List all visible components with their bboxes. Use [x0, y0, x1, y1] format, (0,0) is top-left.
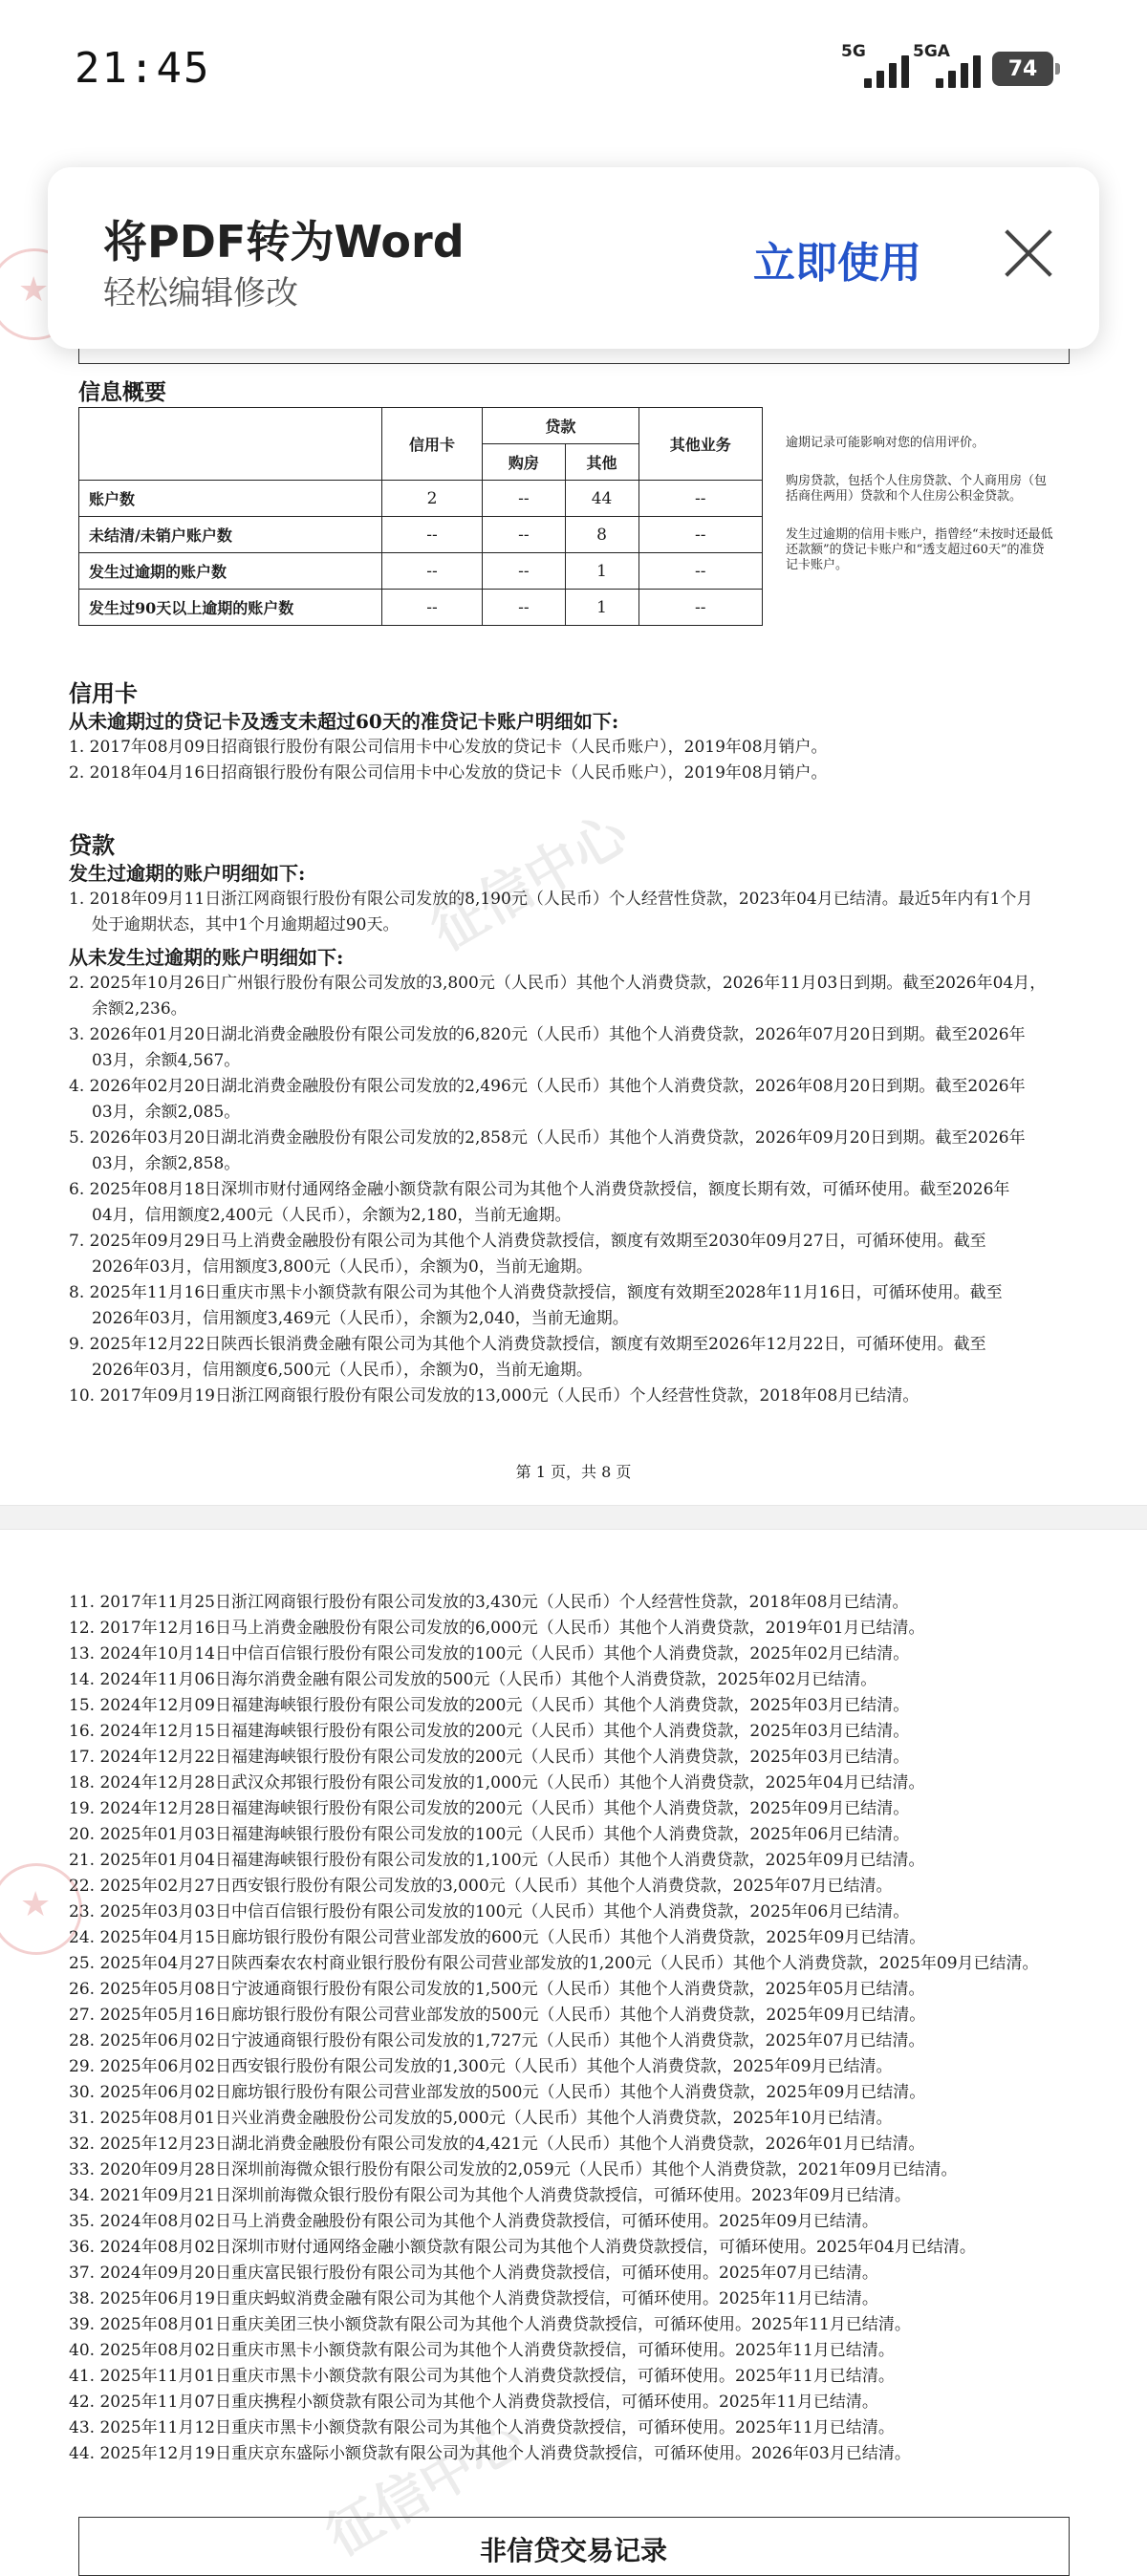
list-item: 22. 2025年02月27日西安银行股份有限公司发放的3,000元（人民币）其他个人消费贷款，2025年07月已结清。	[69, 1877, 893, 1896]
list-item: 29. 2025年06月02日西安银行股份有限公司发放的1,300元（人民币）其他个人消费贷款，2025年09月已结清。	[69, 2057, 893, 2076]
list-item: 39. 2025年08月01日重庆美团三快小额贷款有限公司为其他个人消费贷款授信，可循环使用。2025年11月已结清。	[69, 2315, 911, 2334]
list-item: 43. 2025年11月12日重庆市黑卡小额贷款有限公司为其他个人消费贷款授信，可循环使用。2025年11月已结清。	[69, 2418, 895, 2437]
list-item: 34. 2021年09月21日深圳前海微众银行股份有限公司为其他个人消费贷款授信，可循环使用。2023年09月已结清。	[69, 2186, 911, 2205]
list-item: 2. 2025年10月26日广州银行股份有限公司发放的3,800元（人民币）其他个人消费贷款，2026年11月03日到期。截至2026年04月，	[69, 974, 1047, 993]
list-item: 11. 2017年11月25日浙江网商银行股份有限公司发放的3,430元（人民币）个人经营性贷款，2018年08月已结清。	[69, 1593, 909, 1612]
header-house: 购房	[483, 444, 565, 481]
list-item: 41. 2025年11月01日重庆市黑卡小额贷款有限公司为其他个人消费贷款授信，可循环使用。2025年11月已结清。	[69, 2367, 895, 2386]
credit-card-list	[69, 735, 1072, 786]
banner-subtitle: 轻松编辑修改	[103, 274, 298, 312]
list-item: 5. 2026年03月20日湖北消费金融股份有限公司发放的2,858元（人民币）其他个人消费贷款，2026年09月20日到期。截至2026年	[69, 1128, 1026, 1148]
header-loan: 贷款	[483, 408, 638, 444]
list-item: 32. 2025年12月23日湖北消费金融股份有限公司发放的4,421元（人民币）其他个人消费贷款，2026年01月已结清。	[69, 2135, 925, 2154]
overdue-subtitle: 发生过逾期的账户明细如下:	[69, 862, 306, 885]
list-item: 4. 2026年02月20日湖北消费金融股份有限公司发放的2,496元（人民币）其他个人消费贷款，2026年08月20日到期。截至2026年	[69, 1077, 1026, 1096]
list-item: 12. 2017年12月16日马上消费金融股份有限公司发放的6,000元（人民币）其他个人消费贷款，2019年01月已结清。	[69, 1619, 925, 1638]
table-row: 账户数 2 -- 44 --	[79, 481, 763, 517]
status-bar: 21:45 5G 5GA 74	[0, 0, 1147, 143]
list-item: 2. 2018年04月16日招商银行股份有限公司信用卡中心发放的贷记卡（人民币账户），2019年08月销户。	[69, 763, 828, 783]
header-other: 其他	[565, 444, 638, 481]
list-item: 17. 2024年12月22日福建海峡银行股份有限公司发放的200元（人民币）其他个人消费贷款，2025年03月已结清。	[69, 1748, 910, 1767]
list-item: 16. 2024年12月15日福建海峡银行股份有限公司发放的200元（人民币）其他个人消费贷款，2025年03月已结清。	[69, 1722, 910, 1741]
list-item: 27. 2025年05月16日廊坊银行股份有限公司营业部发放的500元（人民币）其他个人消费贷款，2025年09月已结清。	[69, 2006, 926, 2025]
list-item: 14. 2024年11月06日海尔消费金融有限公司发放的500元（人民币）其他个人消费贷款，2025年02月已结清。	[69, 1670, 877, 1689]
list-item: 15. 2024年12月09日福建海峡银行股份有限公司发放的200元（人民币）其他个人消费贷款，2025年03月已结清。	[69, 1696, 910, 1715]
loans-title: 贷款	[69, 831, 115, 859]
overview-title: 信息概要	[78, 379, 166, 405]
page-footer: 第 1 页，共 8 页	[515, 1463, 632, 1481]
list-item: 21. 2025年01月04日福建海峡银行股份有限公司发放的1,100元（人民币）其他个人消费贷款，2025年09月已结清。	[69, 1851, 925, 1870]
more-loans-list	[69, 1590, 1082, 2467]
use-now-button[interactable]: 立即使用	[753, 239, 921, 288]
header-other-business: 其他业务	[638, 408, 762, 481]
list-item: 1. 2017年08月09日招商银行股份有限公司信用卡中心发放的贷记卡（人民币账户），2019年08月销户。	[69, 738, 828, 757]
list-item: 20. 2025年01月03日福建海峡银行股份有限公司发放的100元（人民币）其他个人消费贷款，2025年06月已结清。	[69, 1825, 910, 1844]
list-item: 40. 2025年08月02日重庆市黑卡小额贷款有限公司为其他个人消费贷款授信，可循环使用。2025年11月已结清。	[69, 2341, 895, 2360]
list-item: 44. 2025年12月19日重庆京东盛际小额贷款有限公司为其他个人消费贷款授信，可循环使用。2026年03月已结清。	[69, 2444, 911, 2463]
list-item: 23. 2025年03月03日中信百信银行股份有限公司发放的100元（人民币）其他个人消费贷款，2025年06月已结清。	[69, 1902, 910, 1921]
overdue-list	[69, 887, 1072, 938]
banner-title: 将PDF转为Word	[103, 216, 465, 268]
list-item: 28. 2025年06月02日宁波通商银行股份有限公司发放的1,727元（人民币）其他个人消费贷款，2025年07月已结清。	[69, 2031, 925, 2050]
list-item: 33. 2020年09月28日深圳前海微众银行股份有限公司发放的2,059元（人民币）其他个人消费贷款，2021年09月已结清。	[69, 2160, 958, 2179]
list-item: 37. 2024年09月20日重庆富民银行股份有限公司为其他个人消费贷款授信，可循环使用。2025年07月已结清。	[69, 2264, 878, 2283]
list-item: 42. 2025年11月07日重庆携程小额贷款有限公司为其他个人消费贷款授信，可循环使用。2025年11月已结清。	[69, 2393, 878, 2412]
list-item: 处于逾期状态，其中1个月逾期超过90天。	[92, 915, 400, 934]
overview-table	[78, 407, 763, 626]
battery-icon: 74	[992, 52, 1053, 86]
pdf-to-word-banner	[48, 167, 1099, 349]
list-item: 30. 2025年06月02日廊坊银行股份有限公司营业部发放的500元（人民币）其他个人消费贷款，2025年09月已结清。	[69, 2083, 926, 2102]
list-item: 8. 2025年11月16日重庆市黑卡小额贷款有限公司为其他个人消费贷款授信，额度有效期至2028年11月16日，可循环使用。截至	[69, 1283, 1003, 1302]
list-item: 31. 2025年08月01日兴业消费金融股份公司发放的5,000元（人民币）其他个人消费贷款，2025年10月已结清。	[69, 2109, 893, 2128]
watermark-text: 征信中心	[316, 2407, 533, 2569]
list-item: 25. 2025年04月27日陕西秦农农村商业银行股份有限公司营业部发放的1,200元（人民币）其他个人消费贷款，2025年09月已结清。	[69, 1954, 1039, 1973]
list-item: 35. 2024年08月02日马上消费金融股份有限公司为其他个人消费贷款授信，可循环使用。2025年09月已结清。	[69, 2212, 878, 2231]
credit-card-title: 信用卡	[69, 679, 138, 707]
list-item: 38. 2025年06月19日重庆蚂蚁消费金融有限公司为其他个人消费贷款授信，可循环使用。2025年11月已结清。	[69, 2289, 878, 2308]
list-item: 24. 2025年04月15日廊坊银行股份有限公司营业部发放的600元（人民币）其他个人消费贷款，2025年09月已结清。	[69, 1928, 926, 1947]
overview-notes: 逾期记录可能影响对您的信用评价。 购房贷款，包括个人住房贷款、个人商用房（包括商住两用）贷款和个人住房公积金贷款。 发生过逾期的信用卡账户，指曾经“未按时还最低还款额”的贷记卡账户和“透支超过60天”的准贷记卡账户。	[786, 436, 1053, 572]
list-item: 9. 2025年12月22日陕西长银消费金融有限公司为其他个人消费贷款授信，额度有效期至2026年12月22日，可循环使用。截至	[69, 1335, 986, 1354]
clock: 21:45	[75, 44, 211, 93]
list-item: 10. 2017年09月19日浙江网商银行股份有限公司发放的13,000元（人民币）个人经营性贷款，2018年08月已结清。	[69, 1386, 920, 1406]
header-credit-card: 信用卡	[381, 408, 482, 481]
page-separator	[0, 1505, 1147, 1530]
list-item: 6. 2025年08月18日深圳市财付通网络金融小额贷款有限公司为其他个人消费贷款授信，额度长期有效，可循环使用。截至2026年	[69, 1180, 1010, 1199]
close-icon[interactable]	[994, 220, 1061, 287]
table-row: 未结清/未销户账户数 -- -- 8 --	[79, 517, 763, 553]
normal-list: 2. 2025年10月26日广州银行股份有限公司发放的3,800元（人民币）其他个人消费贷款，2026年11月03日到期。截至2026年04月， 余额2,236。 3. 2026年01月20日湖北消费金融股份有限公司发放的6,820元（人民币）其他个人消费贷款，2026年07月20日到期。截至2026年 03月，余额4,567。 4. 2026年02月20日湖北消费金融股份有限公司发放的2,496元（人民币）其他个人消费贷款，2026年08月20日到期。截至2026年 03月，余额2,085。 5. 2026年03月20日湖北消费金融股份有限公司发放的2,858元（人民币）其他个人消费贷款，2026年09月20日到期。截至2026年 03月，余额2,858。 6. 2025年08月18日深圳市财付通网络金融小额贷款有限公司为其他个人消费贷款授信，额度长期有效，可循环使用。截至2026年 04月，信用额度2,400元（人民币），余额为2,180，当前无逾期。 7. 2025年09月29日马上消费金融股份有限公司为其他个人消费贷款授信，额度有效期至2030年09月27日，可循环使用。截至 2026年03月，信用额度3,800元（人民币），余额为0，当前无逾期。 8. 2025年11月16日重庆市黑卡小额贷款有限公司为其他个人消费贷款授信，额度有效期至2028年11月16日，可循环使用。截至 2026年03月，信用额度3,469元（人民币），余额为2,040，当前无逾期。 9. 2025年12月22日陕西长银消费金融有限公司为其他个人消费贷款授信，额度有效期至2026年12月22日，可循环使用。截至 2026年03月，信用额度6,500元（人民币），余额为0，当前无逾期。 10. 2017年09月19日浙江网商银行股份有限公司发放的13,000元（人民币）个人经营性贷款，2018年08月已结清。	[69, 971, 1072, 1409]
list-item: 1. 2018年09月11日浙江网商银行股份有限公司发放的8,190元（人民币）个人经营性贷款，2023年04月已结清。最近5年内有1个月	[69, 890, 1033, 909]
table-row: 发生过逾期的账户数 -- -- 1 --	[79, 553, 763, 590]
normal-subtitle: 从未发生过逾期的账户明细如下:	[69, 946, 344, 969]
watermark-text: 征信中心	[422, 802, 638, 964]
table-row: 发生过90天以上逾期的账户数 -- -- 1 --	[79, 590, 763, 626]
list-item: 36. 2024年08月02日深圳市财付通网络金融小额贷款有限公司为其他个人消费贷款授信，可循环使用。2025年04月已结清。	[69, 2238, 976, 2257]
list-item: 18. 2024年12月28日武汉众邦银行股份有限公司发放的1,000元（人民币）其他个人消费贷款，2025年04月已结清。	[69, 1773, 925, 1792]
list-item: 7. 2025年09月29日马上消费金融股份有限公司为其他个人消费贷款授信，额度有效期至2030年09月27日，可循环使用。截至	[69, 1232, 986, 1251]
list-item: 19. 2024年12月28日福建海峡银行股份有限公司发放的200元（人民币）其他个人消费贷款，2025年09月已结清。	[69, 1799, 910, 1818]
credit-card-subtitle: 从未逾期过的贷记卡及透支未超过60天的准贷记卡账户明细如下:	[69, 710, 619, 733]
next-section-title: 非信贷交易记录	[479, 2535, 667, 2566]
list-item: 26. 2025年05月08日宁波通商银行股份有限公司发放的1,500元（人民币）其他个人消费贷款，2025年05月已结清。	[69, 1980, 925, 1999]
list-item: 3. 2026年01月20日湖北消费金融股份有限公司发放的6,820元（人民币）其他个人消费贷款，2026年07月20日到期。截至2026年	[69, 1025, 1026, 1044]
list-item: 13. 2024年10月14日中信百信银行股份有限公司发放的100元（人民币）其他个人消费贷款，2025年02月已结清。	[69, 1644, 910, 1664]
